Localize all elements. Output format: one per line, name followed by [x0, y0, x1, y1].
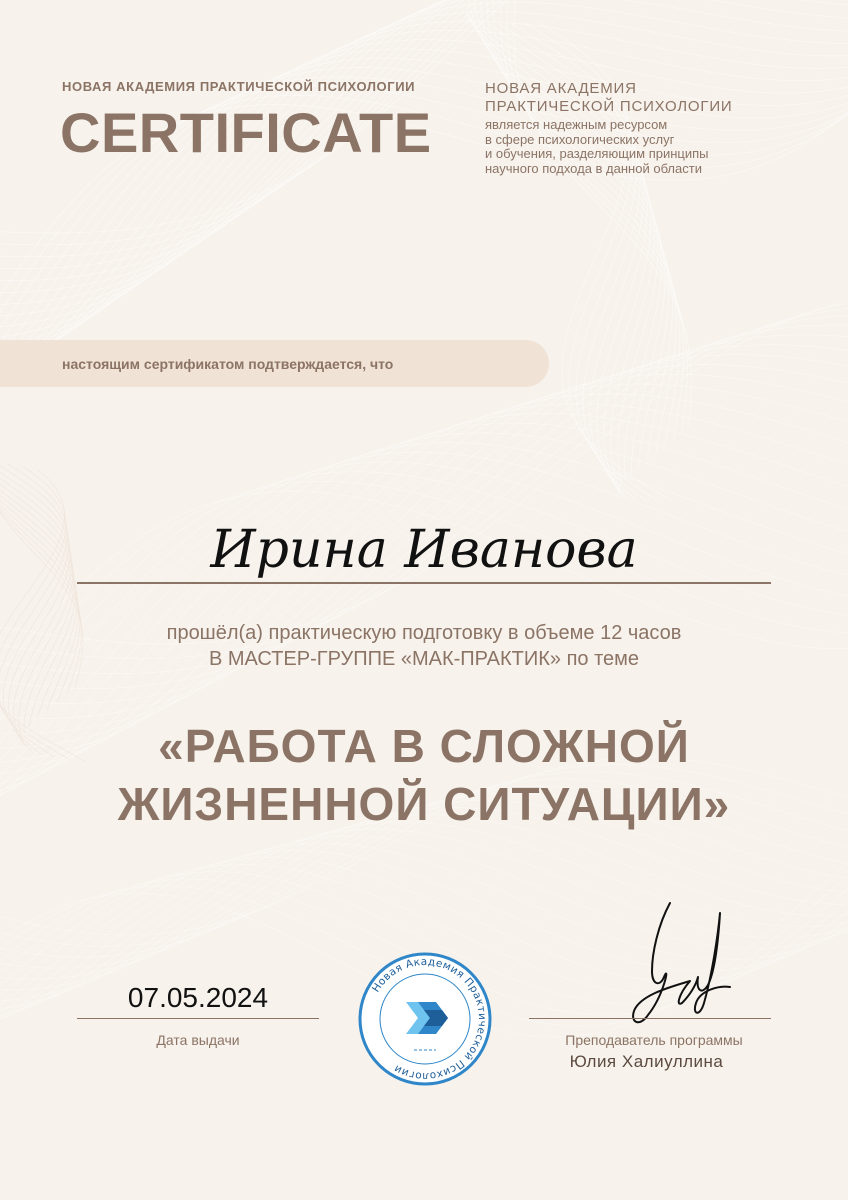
org-description	[485, 118, 805, 176]
teacher-role: Преподаватель программы	[565, 1032, 743, 1048]
org-description-line: и обучения, разделяющим принципы	[485, 146, 709, 161]
teacher-signature	[600, 895, 740, 1045]
issue-date: 07.05.2024	[127, 982, 269, 1013]
certificate-title: CERTIFICATE	[60, 101, 432, 164]
signature-underline	[529, 1018, 771, 1019]
org-name-right-line1: НОВАЯ АКАДЕМИЯ	[485, 80, 637, 97]
guilloche-line	[0, 0, 848, 372]
guilloche-line	[0, 459, 70, 751]
guilloche-line	[0, 21, 848, 384]
course-line-1: прошёл(а) практическую подготовку в объеме 12 часов	[166, 622, 682, 644]
recipient-name: Ирина Иванова	[210, 520, 638, 580]
org-description-line: является надежным ресурсом	[485, 117, 668, 132]
guilloche-line	[0, 2, 848, 377]
date-underline	[77, 1018, 319, 1019]
guilloche-line	[0, 0, 848, 358]
org-description-line: научного подхода в данной области	[485, 160, 702, 176]
guilloche-line	[0, 12, 848, 382]
org-description-line: в сфере психологических услуг	[485, 131, 675, 147]
org-name-right-line2: ПРАКТИЧЕСКОЙ ПСИХОЛОГИИ	[485, 98, 733, 115]
guilloche-line	[0, 450, 73, 740]
name-underline	[77, 582, 771, 584]
issue-date-label: Дата выдачи	[156, 1032, 240, 1048]
topic-title	[0, 717, 848, 833]
topic-line-2: ЖИЗНЕННОЙ СИТУАЦИИ»	[117, 778, 731, 830]
org-name-small: НОВАЯ АКАДЕМИЯ ПРАКТИЧЕСКОЙ ПСИХОЛОГИИ	[62, 79, 416, 94]
guilloche-line	[470, 5, 666, 474]
guilloche-line	[0, 445, 74, 734]
course-description	[0, 620, 848, 672]
org-name-right	[485, 80, 733, 116]
course-line-2: В МАСТЕР-ГРУППЕ «МАК-ПРАКТИК» по теме	[208, 648, 640, 670]
stamp-ring-text: Новая Академия Практической Психологии	[370, 955, 489, 1083]
academy-stamp-seal	[358, 952, 492, 1086]
teacher-name: Юлия Халиуллина	[569, 1052, 724, 1071]
topic-line-1: «РАБОТА В СЛОЖНОЙ	[158, 720, 690, 772]
confirmation-text: настоящим сертификатом подтверждается, что	[62, 356, 394, 372]
